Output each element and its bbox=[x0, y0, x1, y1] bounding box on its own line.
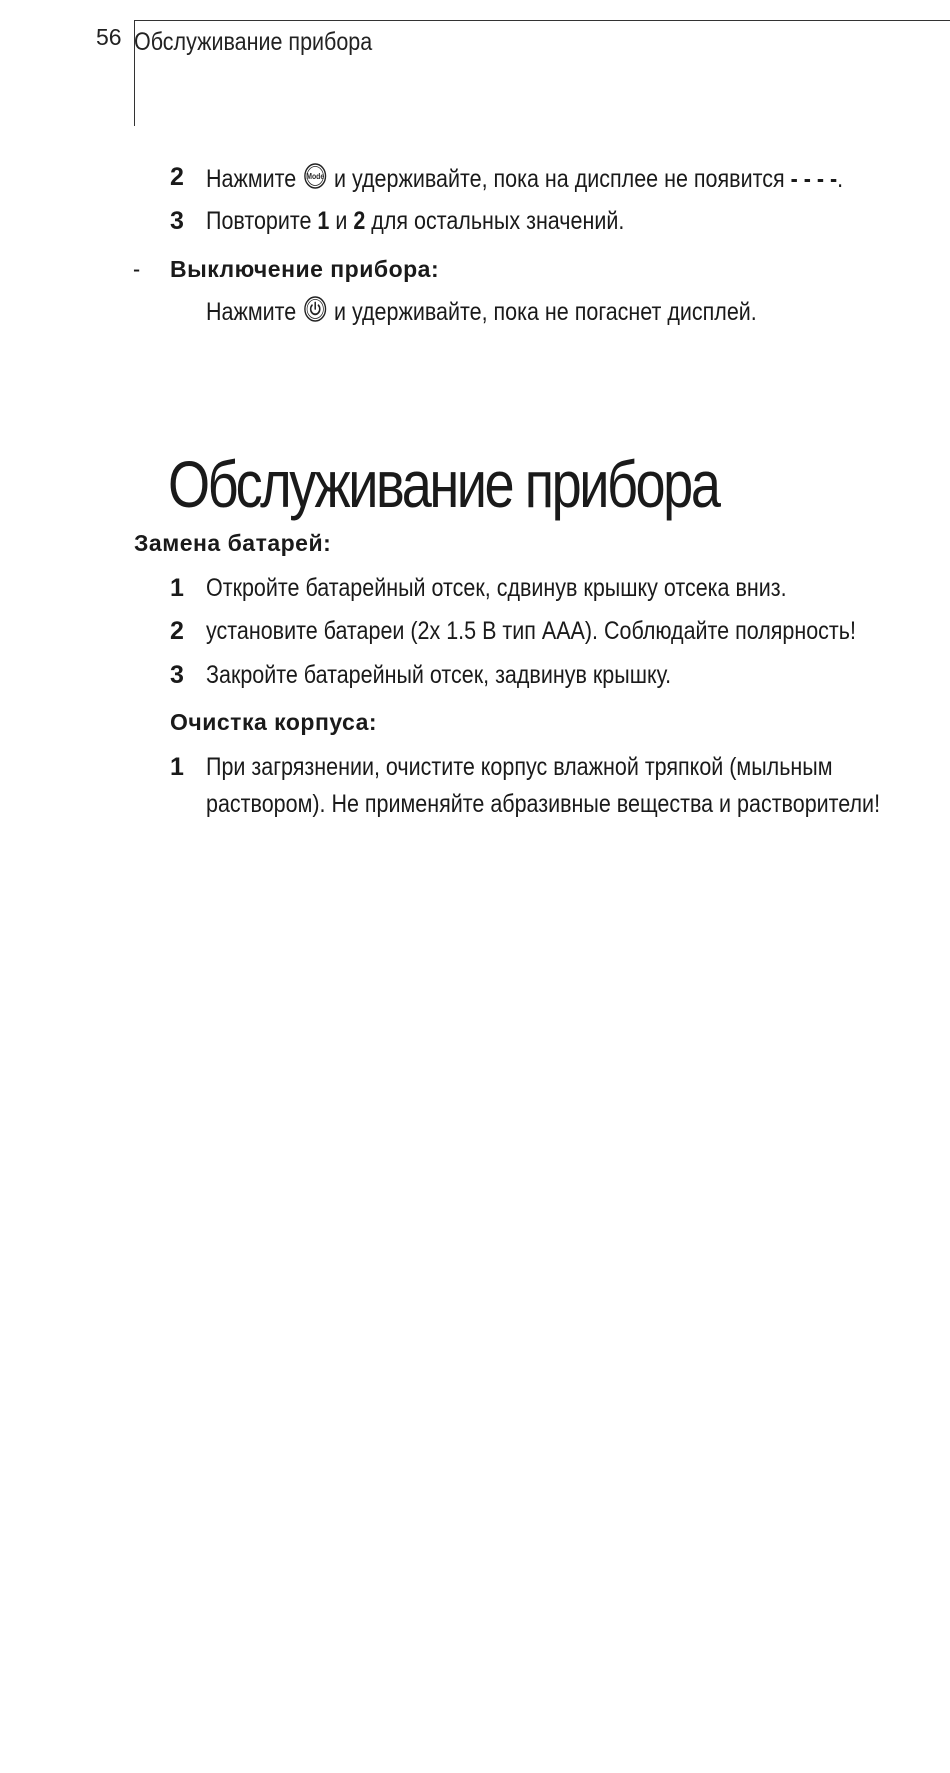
step-number: 3 bbox=[170, 207, 184, 235]
step-ref: 1 bbox=[317, 207, 330, 235]
section-title: Обслуживание прибора bbox=[168, 447, 719, 521]
header-rule-horizontal bbox=[134, 20, 950, 21]
power-off-heading: Выключение прибора: bbox=[170, 256, 440, 282]
battery-step-number: 3 bbox=[170, 661, 184, 689]
battery-step-text: Откройте батарейный отсек, сдвинув крышку отсека вниз. bbox=[206, 574, 787, 602]
battery-step-number: 2 bbox=[170, 617, 184, 645]
battery-step-text: Закройте батарейный отсек, задвинув крышку. bbox=[206, 661, 672, 689]
cleaning-heading: Очистка корпуса: bbox=[170, 709, 378, 735]
page-number: 56 bbox=[96, 24, 122, 50]
svg-text:Mode: Mode bbox=[306, 171, 325, 182]
step-text-before: Повторите bbox=[206, 207, 312, 235]
step-text-after: для остальных значений. bbox=[371, 207, 625, 235]
step-ref: 2 bbox=[353, 207, 366, 235]
step-text-before: Нажмите bbox=[206, 165, 297, 193]
battery-step-number: 1 bbox=[170, 574, 184, 602]
power-off-text bbox=[206, 296, 757, 331]
battery-step-text: установите батареи (2x 1.5 В тип ААА). Соблюдайте полярность! bbox=[206, 617, 856, 645]
running-title: Обслуживание прибора bbox=[134, 28, 373, 56]
mode-button-icon bbox=[302, 163, 328, 198]
power-off-text-after: и удерживайте, пока не погаснет дисплей. bbox=[333, 298, 757, 326]
cleaning-step-text-line2: раствором). Не применяйте абразивные вещества и растворители! bbox=[206, 790, 881, 818]
display-dashes: - - - - bbox=[790, 165, 838, 193]
power-off-text-before: Нажмите bbox=[206, 298, 297, 326]
step-text-after: и удерживайте, пока на дисплее не появится bbox=[333, 165, 785, 193]
battery-heading: Замена батарей: bbox=[134, 530, 332, 556]
list-dash: - bbox=[133, 255, 141, 283]
step-text bbox=[206, 207, 624, 236]
step-text-mid: и bbox=[335, 207, 348, 235]
step-number: 2 bbox=[170, 163, 184, 191]
power-button-icon bbox=[302, 296, 328, 331]
step-text-end: . bbox=[837, 165, 844, 193]
step-text bbox=[206, 163, 843, 198]
cleaning-step-number: 1 bbox=[170, 753, 184, 781]
cleaning-step-text-line1: При загрязнении, очистите корпус влажной тряпкой (мыльным bbox=[206, 753, 833, 781]
